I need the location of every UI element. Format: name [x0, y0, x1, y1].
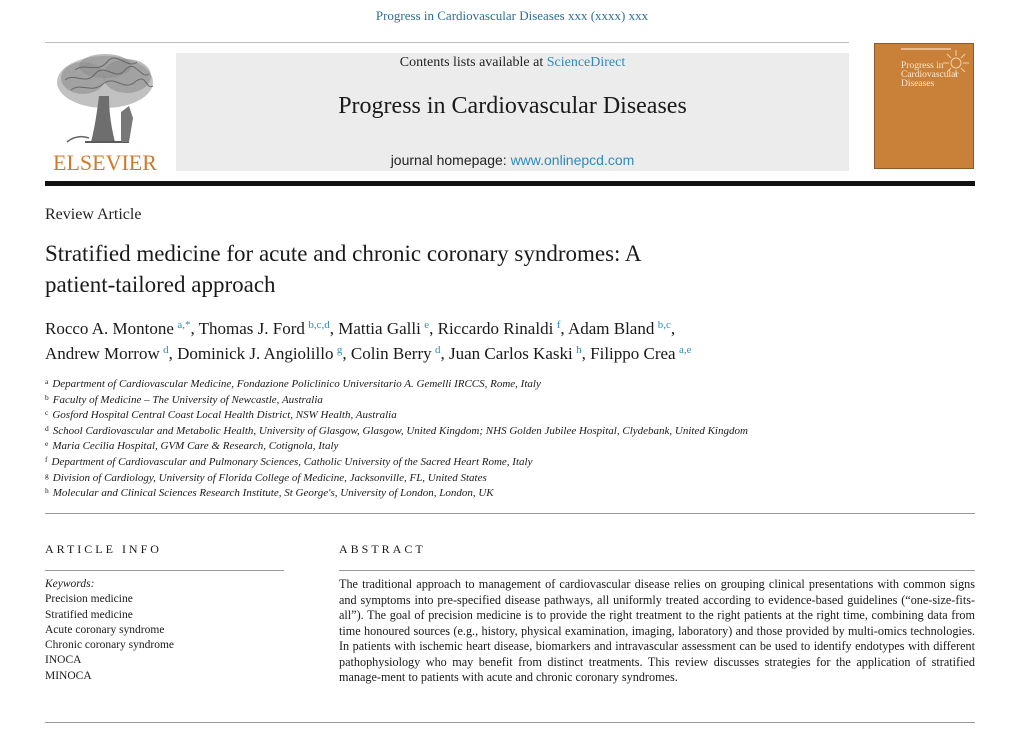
- cover-title-line: Diseases: [901, 79, 935, 89]
- affiliation-key: g: [45, 470, 49, 480]
- article-title-line: Stratified medicine for acute and chronic coronary syndromes: A: [45, 241, 642, 266]
- homepage-line: [176, 152, 849, 168]
- top-divider: [45, 42, 849, 43]
- author-separator: ,: [342, 344, 351, 363]
- tree-icon: [45, 52, 165, 148]
- abstract-text: The traditional approach to management of cardiovascular disease relies on grouping clinical presentations with common signs and symptoms into pre-specified disease pathways, all uniformly treated according to evidence-based guidelines (“one-size-fits-all”). The goal of precision medicine is to provide the right treatment to the right patients at the right time, combining data from time honoured sources (e.g., history, physical examination, imaging, laboratory) and those provided by multi-omics technologies. In patients with ischemic heart disease, biomarkers and intravascular assessment can be used to identify endotypes with different pathophysiology who may benefit from distinct treatments. This review discusses strategies for the application of stratified manage-ment to patients with acute and chronic coronary syndromes.: [339, 577, 975, 684]
- author-affiliation-link[interactable]: d: [163, 344, 169, 356]
- contents-line: [176, 55, 849, 71]
- section-divider: [45, 513, 975, 514]
- author-name: Riccardo Rinaldi: [437, 319, 554, 338]
- affiliation-text: Department of Cardiovascular Medicine, Fondazione Policlinico Universitario A. Gemelli IRCCS, Rome, Italy: [52, 378, 541, 390]
- header-divider: [45, 181, 975, 186]
- affiliation-text: Molecular and Clinical Sciences Research Institute, St George's, University of London, London, UK: [52, 487, 494, 500]
- author-separator: ,: [168, 344, 178, 363]
- author-affiliation-link[interactable]: a,*: [177, 319, 191, 331]
- abstract-divider: [339, 570, 975, 571]
- author-affiliation-link[interactable]: g: [336, 344, 343, 356]
- affiliation-key: c: [45, 408, 49, 418]
- author-name: Rocco A. Montone: [45, 319, 174, 338]
- author: [449, 344, 590, 363]
- journal-cover[interactable]: [874, 43, 974, 169]
- author: [438, 319, 568, 338]
- author-name: Colin Berry: [350, 344, 432, 363]
- bottom-divider: [45, 722, 975, 723]
- author-affiliation-link[interactable]: f: [556, 319, 561, 331]
- article-type: Review Article: [45, 206, 142, 223]
- author-name: Juan Carlos Kaski: [449, 344, 573, 363]
- keywords-label: Keywords:: [45, 578, 95, 590]
- author: [568, 319, 675, 338]
- affiliation-text: Gosford Hospital Central Coast Local Health District, NSW Health, Australia: [52, 409, 397, 422]
- elsevier-logo[interactable]: [45, 52, 165, 176]
- affiliation-key: h: [45, 486, 49, 496]
- keywords-block: [45, 577, 285, 684]
- affiliation-text: Division of Cardiology, University of Florida College of Medicine, Jacksonville, FL, United States: [52, 471, 487, 484]
- author-affiliation-link[interactable]: d: [435, 344, 441, 356]
- affiliation-text: Maria Cecilia Hospital, GVM Care & Research, Cotignola, Italy: [52, 440, 339, 453]
- keyword: Chronic coronary syndrome: [45, 639, 175, 652]
- affiliation: [45, 439, 975, 455]
- cover-title-line: Progress in: [901, 61, 944, 71]
- abstract-heading: ABSTRACT: [339, 542, 426, 556]
- article-title: [45, 238, 905, 300]
- affiliation-key: f: [45, 454, 48, 464]
- journal-banner: [176, 53, 849, 171]
- author-affiliation-link[interactable]: h: [576, 344, 582, 356]
- author-separator: ,: [190, 319, 199, 338]
- article-info-divider: [45, 570, 284, 571]
- author-name: Adam Bland: [567, 319, 655, 338]
- journal-homepage-link[interactable]: www.onlinepcd.com: [510, 152, 635, 168]
- contents-prefix: Contents lists available at: [399, 55, 547, 70]
- author: [45, 319, 199, 338]
- keyword: MINOCA: [45, 669, 92, 682]
- cover-title: [901, 62, 971, 89]
- keyword: INOCA: [45, 654, 82, 667]
- cover-title-line: Cardiovascular: [901, 70, 959, 80]
- author-separator: ,: [670, 319, 676, 338]
- author-separator: ,: [429, 319, 438, 338]
- author-separator: ,: [560, 319, 568, 338]
- author-separator: ,: [440, 344, 450, 363]
- author: [590, 344, 691, 363]
- sciencedirect-link[interactable]: ScienceDirect: [546, 55, 626, 70]
- keyword: Precision medicine: [45, 593, 133, 606]
- author-name: Dominick J. Angiolillo: [177, 344, 334, 363]
- author: [45, 344, 177, 363]
- author: [338, 319, 437, 338]
- author-affiliation-link[interactable]: e: [424, 319, 430, 331]
- affiliation-key: a: [45, 377, 49, 386]
- author-affiliation-link[interactable]: b,c,d: [308, 319, 330, 331]
- author-list: [45, 316, 975, 366]
- author-name: Mattia Galli: [338, 319, 421, 338]
- article-info-heading: ARTICLE INFO: [45, 542, 162, 556]
- affiliation-text: Department of Cardiovascular and Pulmonary Sciences, Catholic University of the Sacred Heart Rome, Italy: [51, 455, 533, 468]
- publisher-logo-text: ELSEVIER: [53, 150, 157, 175]
- affiliation-list: [45, 377, 975, 502]
- author-name: Andrew Morrow: [45, 344, 160, 363]
- author-affiliation-link[interactable]: a,e: [679, 344, 692, 356]
- affiliation-key: b: [45, 392, 49, 402]
- affiliation: [45, 408, 975, 424]
- affiliation: [45, 393, 975, 409]
- author-affiliation-link[interactable]: b,c: [657, 319, 671, 331]
- article-title-line: patient-tailored approach: [45, 272, 276, 297]
- author-separator: ,: [581, 344, 591, 363]
- author-name: Thomas J. Ford: [198, 319, 305, 338]
- keyword: Stratified medicine: [45, 608, 133, 621]
- affiliation: [45, 471, 975, 487]
- author: [199, 319, 339, 338]
- journal-title: Progress in Cardiovascular Diseases: [338, 93, 687, 119]
- author: [177, 344, 351, 363]
- author-separator: ,: [329, 319, 339, 338]
- affiliation-key: d: [45, 423, 49, 433]
- affiliation: [45, 377, 975, 393]
- author-name: Filippo Crea: [590, 344, 676, 363]
- affiliation-key: e: [45, 439, 49, 449]
- homepage-prefix: journal homepage:: [390, 152, 511, 168]
- affiliation-text: School Cardiovascular and Metabolic Health, University of Glasgow, Glasgow, United Kingdom; NHS Golden Jubilee Hospital, Clydebank, United Kingdom: [52, 424, 748, 437]
- affiliation-text: Faculty of Medicine – The University of Newcastle, Australia: [52, 393, 323, 406]
- running-head[interactable]: Progress in Cardiovascular Diseases xxx (xxxx) xxx: [375, 8, 649, 23]
- affiliation: [45, 424, 975, 440]
- keyword: Acute coronary syndrome: [45, 623, 165, 636]
- author: [351, 344, 449, 363]
- affiliation: [45, 486, 975, 502]
- affiliation: [45, 455, 975, 471]
